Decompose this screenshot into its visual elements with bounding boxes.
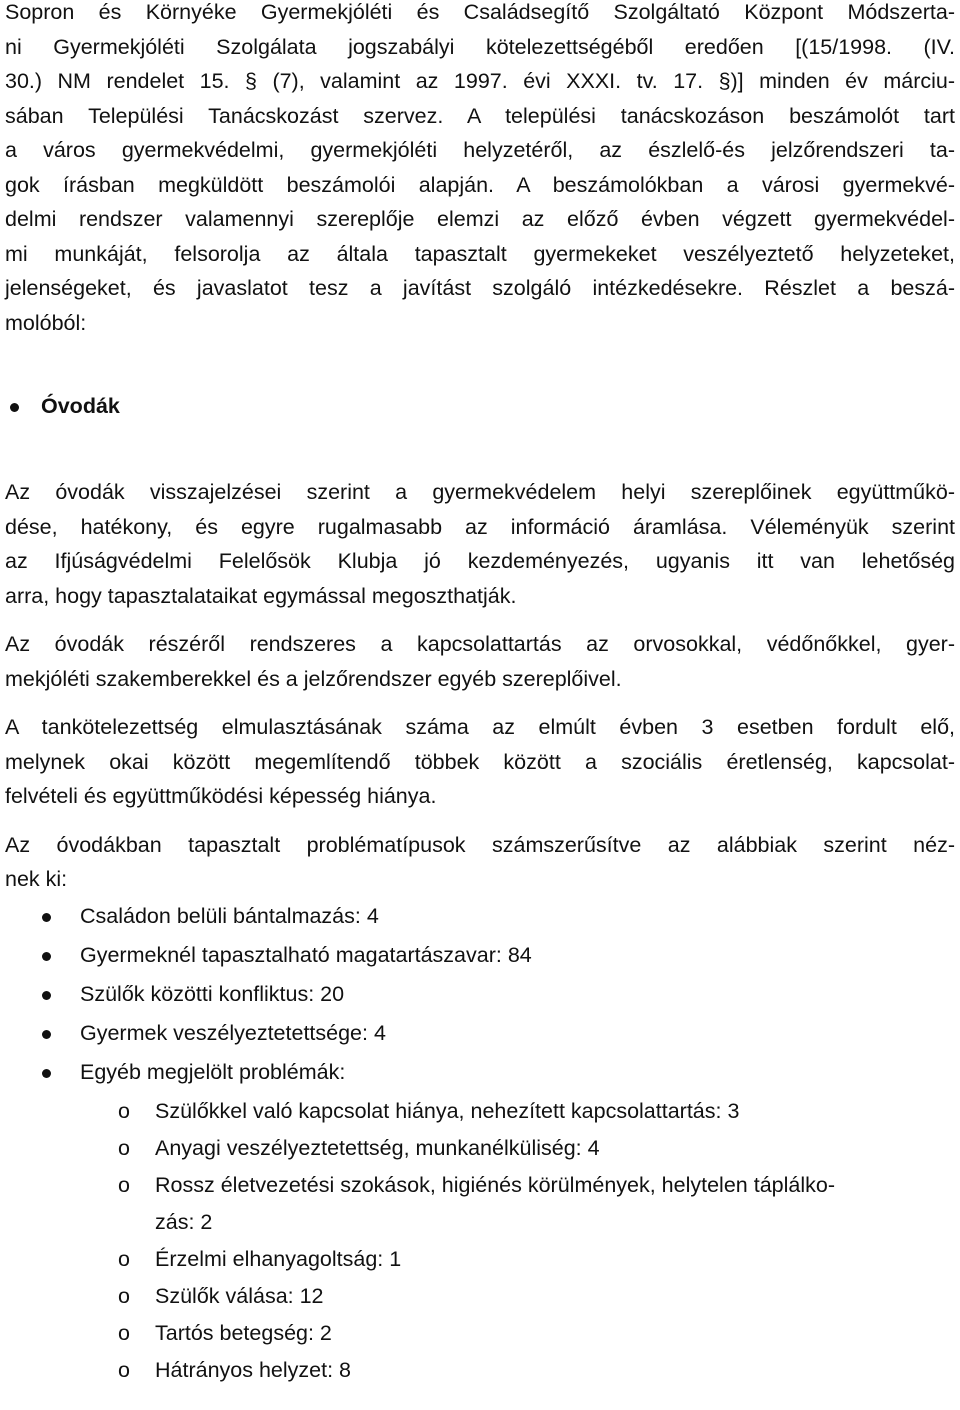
paragraph-problem-types	[5, 828, 955, 897]
list-item-text: Gyermeknél tapasztalható magatartászavar: 84	[80, 942, 532, 967]
list-item-text: Egyéb megjelölt problémák:	[80, 1060, 346, 1085]
intro-line: molóból:	[5, 310, 87, 335]
list-item	[5, 897, 955, 936]
sub-list-item-text: Hátrányos helyzet: 8	[155, 1357, 351, 1382]
intro-line: Sopron és Környéke Gyermekjóléti és Családsegítő Szolgáltató Központ Módszerta-	[5, 0, 955, 24]
intro-line: 30.) NM rendelet 15. § (7), valamint az 1997. évi XXXI. tv. 17. §)] minden év márciu-	[5, 69, 955, 93]
paragraph-line: felvételi és együttműködési képesség hiánya.	[5, 784, 437, 808]
bullet-icon	[10, 403, 19, 412]
sub-list-item	[5, 1352, 955, 1389]
paragraph-line: az Ifjúságvédelmi Felelősök Klubja jó kezdeményezés, ugyanis itt van lehetőség	[5, 549, 955, 573]
bullet-icon	[42, 1069, 51, 1078]
bullet-icon	[42, 913, 51, 922]
sub-bullet-icon: o	[118, 1357, 130, 1382]
paragraph-line: arra, hogy tapasztalataikat egymással megoszthatják.	[5, 583, 517, 608]
list-item	[5, 1014, 955, 1053]
sub-list-item-text: Tartós betegség: 2	[155, 1320, 332, 1345]
intro-line: gok írásban megküldött beszámolói alapján. A beszámolókban a városi gyermekvé-	[5, 172, 955, 197]
sub-bullet-icon: o	[118, 1246, 130, 1271]
paragraph-contacts	[5, 627, 955, 696]
intro-line: mi munkáját, felsorolja az általa tapasztalt gyermekeket veszélyeztető helyzeteket,	[5, 241, 955, 266]
paragraph-line: Az óvodák visszajelzései szerint a gyermekvédelem helyi szereplőinek együttműkö-	[5, 480, 955, 504]
intro-line: delmi rendszer valamennyi szereplője elemzi az előző évben végzett gyermekvédel-	[5, 207, 955, 231]
list-item	[5, 936, 955, 975]
other-problems-list	[5, 1093, 955, 1389]
problem-list	[5, 897, 955, 1093]
sub-list-item-text: Érzelmi elhanyagoltság: 1	[155, 1246, 402, 1271]
sub-list-item	[5, 1130, 955, 1167]
bullet-icon	[42, 1030, 51, 1039]
paragraph-line: A tankötelezettség elmulasztásának száma az elmúlt évben 3 esetben fordult elő,	[5, 715, 955, 739]
paragraph-line: melynek okai között megemlítendő többek között a szociális éretlenség, kapcsolat-	[5, 749, 955, 774]
sub-list-item-text: Szülők válása: 12	[155, 1283, 324, 1308]
sub-list-item-text: Rossz életvezetési szokások, higiénés körülmények, helytelen táplálko-	[155, 1172, 835, 1197]
section-heading	[5, 389, 955, 425]
intro-line: a város gyermekvédelmi, gyermekjóléti helyzetéről, az észlelő-és jelzőrendszeri ta-	[5, 138, 955, 162]
sub-list-item-text: Szülőkkel való kapcsolat hiánya, nehezített kapcsolattartás: 3	[155, 1098, 740, 1123]
paragraph-line: Az óvodák részéről rendszeres a kapcsolattartás az orvosokkal, védőnőkkel, gyer-	[5, 632, 955, 656]
intro-line: sában Települési Tanácskozást szervez. A települési tanácskozáson beszámolót tart	[5, 103, 955, 128]
paragraph-line: Az óvodákban tapasztalt problématípusok számszerűsítve az alábbiak szerint néz-	[5, 832, 955, 857]
list-item-text: Szülők közötti konfliktus: 20	[80, 981, 345, 1006]
sub-list-item	[5, 1167, 955, 1241]
sub-list-item	[5, 1315, 955, 1352]
list-item	[5, 975, 955, 1014]
list-item	[5, 1053, 955, 1092]
paragraph-line: nek ki:	[5, 867, 68, 891]
sub-list-item-text-continuation: zás: 2	[155, 1209, 213, 1234]
sub-bullet-icon: o	[118, 1283, 130, 1308]
bullet-icon	[42, 952, 51, 961]
paragraph-line: mekjóléti szakemberekkel és a jelzőrendszer egyéb szereplőivel.	[5, 666, 622, 691]
paragraph-cooperation	[5, 475, 955, 613]
paragraph-line: dése, hatékony, és egyre rugalmasabb az információ áramlása. Véleményük szerint	[5, 514, 955, 539]
list-item-text: Gyermek veszélyeztetettsége: 4	[80, 1021, 386, 1046]
sub-bullet-icon: o	[118, 1135, 130, 1160]
sub-bullet-icon: o	[118, 1098, 130, 1123]
section-heading-text: Óvodák	[41, 394, 120, 418]
list-item-text: Családon belüli bántalmazás: 4	[80, 903, 379, 928]
intro-line: ni Gyermekjóléti Szolgálata jogszabályi kötelezettségéből eredően [(15/1998. (IV.	[5, 34, 955, 59]
sub-list-item	[5, 1278, 955, 1315]
intro-paragraph	[5, 0, 955, 340]
sub-bullet-icon: o	[118, 1320, 130, 1345]
sub-bullet-icon: o	[118, 1172, 130, 1197]
sub-list-item	[5, 1241, 955, 1278]
intro-line: jelenségeket, és javaslatot tesz a javítást szolgáló intézkedésekre. Részlet a beszá-	[5, 276, 955, 300]
paragraph-school-obligation	[5, 710, 955, 814]
sub-list-item	[5, 1093, 955, 1130]
bullet-icon	[42, 991, 51, 1000]
sub-list-item-text: Anyagi veszélyeztetettség, munkanélküliség: 4	[155, 1135, 600, 1160]
document-page	[5, 0, 955, 1389]
